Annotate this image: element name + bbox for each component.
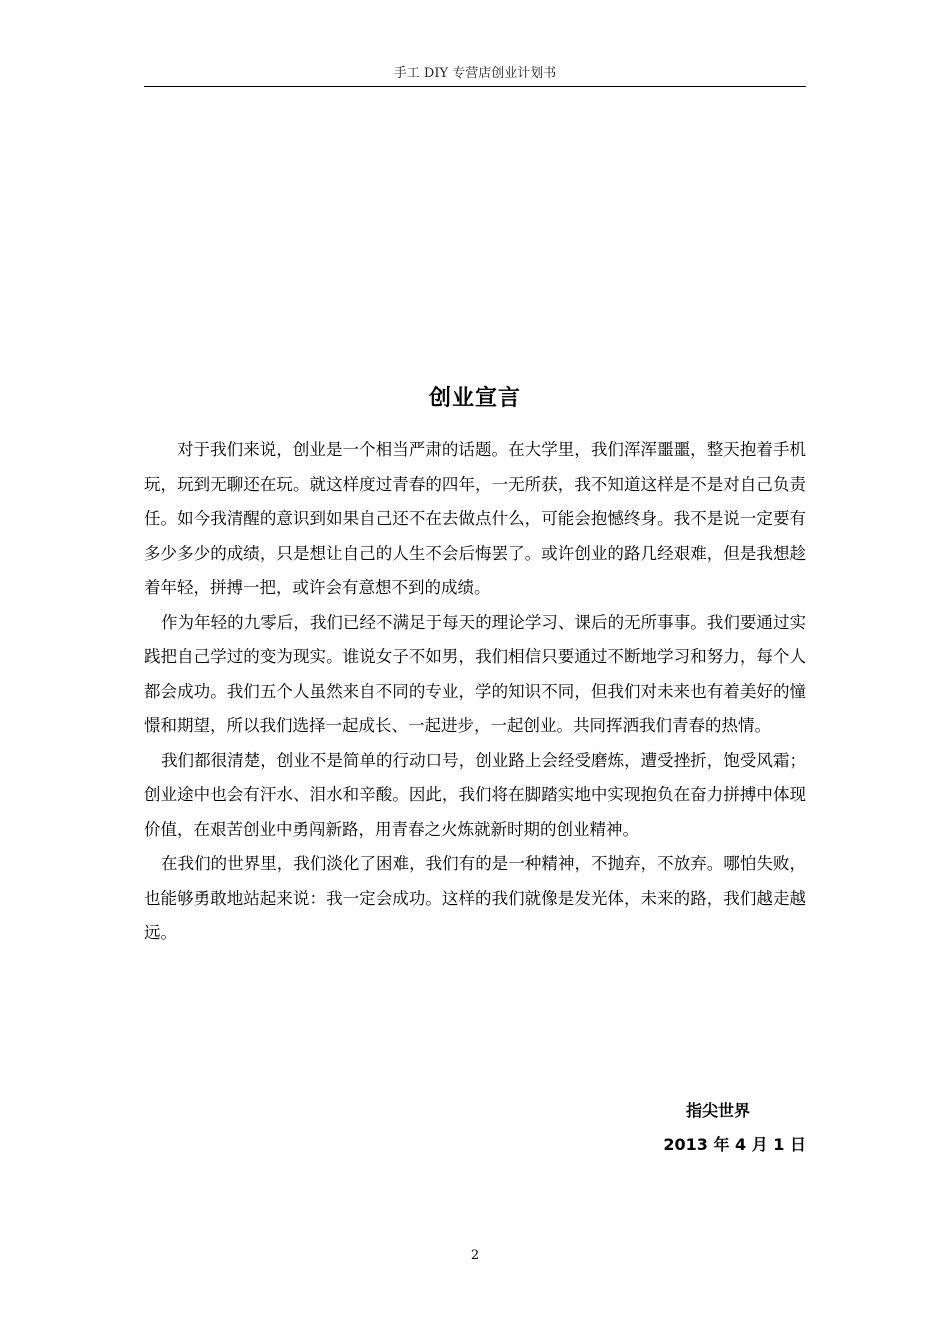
signature-block [640,1094,806,1162]
signature-date: 2013 年 4 月 1 日 [663,1135,806,1154]
article-body [144,433,806,951]
article-title: 创业宣言 [428,386,521,411]
page-number: 2 [470,1248,480,1263]
header-title: 手工 DIY 专营店创业计划书 [393,66,557,81]
paragraph-4: 在我们的世界里，我们淡化了困难，我们有的是一种精神，不抛弃，不放弃。哪怕失败，也能够勇敢地站起来说：我一定会成功。这样的我们就像是发光体，未来的路，我们越走越远。 [144,854,806,942]
paragraph-2: 作为年轻的九零后，我们已经不满足于每天的理论学习、课后的无所事事。我们要通过实践把自己学过的变为现实。谁说女子不如男，我们相信只要通过不断地学习和努力，每个人都会成功。我们五个人虽然来自不同的专业，学的知识不同，但我们对未来也有着美好的憧憬和期望，所以我们选择一起成长、一起进步，一起创业。共同挥洒我们青春的热情。 [144,612,806,735]
page-header [144,66,806,87]
paragraph-3: 我们都很清楚，创业不是简单的行动口号，创业路上会经受磨炼，遭受挫折，饱受风霜；创业途中也会有汗水、泪水和辛酸。因此，我们将在脚踏实地中实现抱负在奋力拼搏中体现价值，在艰苦创业中勇闯新路，用青春之火炼就新时期的创业精神。 [144,750,806,839]
signature-name: 指尖世界 [686,1101,751,1120]
paragraph-1: 对于我们来说，创业是一个相当严肃的话题。在大学里，我们浑浑噩噩，整天抱着手机玩，玩到无聊还在玩。就这样度过青春的四年，一无所获，我不知道这样是不是对自己负责任。如今我清醒的意识到如果自己还不在去做点什么，可能会抱憾终身。我不是说一定要有多少多少的成绩，只是想让自己的人生不会后悔罢了。或许创业的路几经艰难，但是我想趁着年轻，拼搏一把，或许会有意想不到的成绩。 [144,440,806,597]
